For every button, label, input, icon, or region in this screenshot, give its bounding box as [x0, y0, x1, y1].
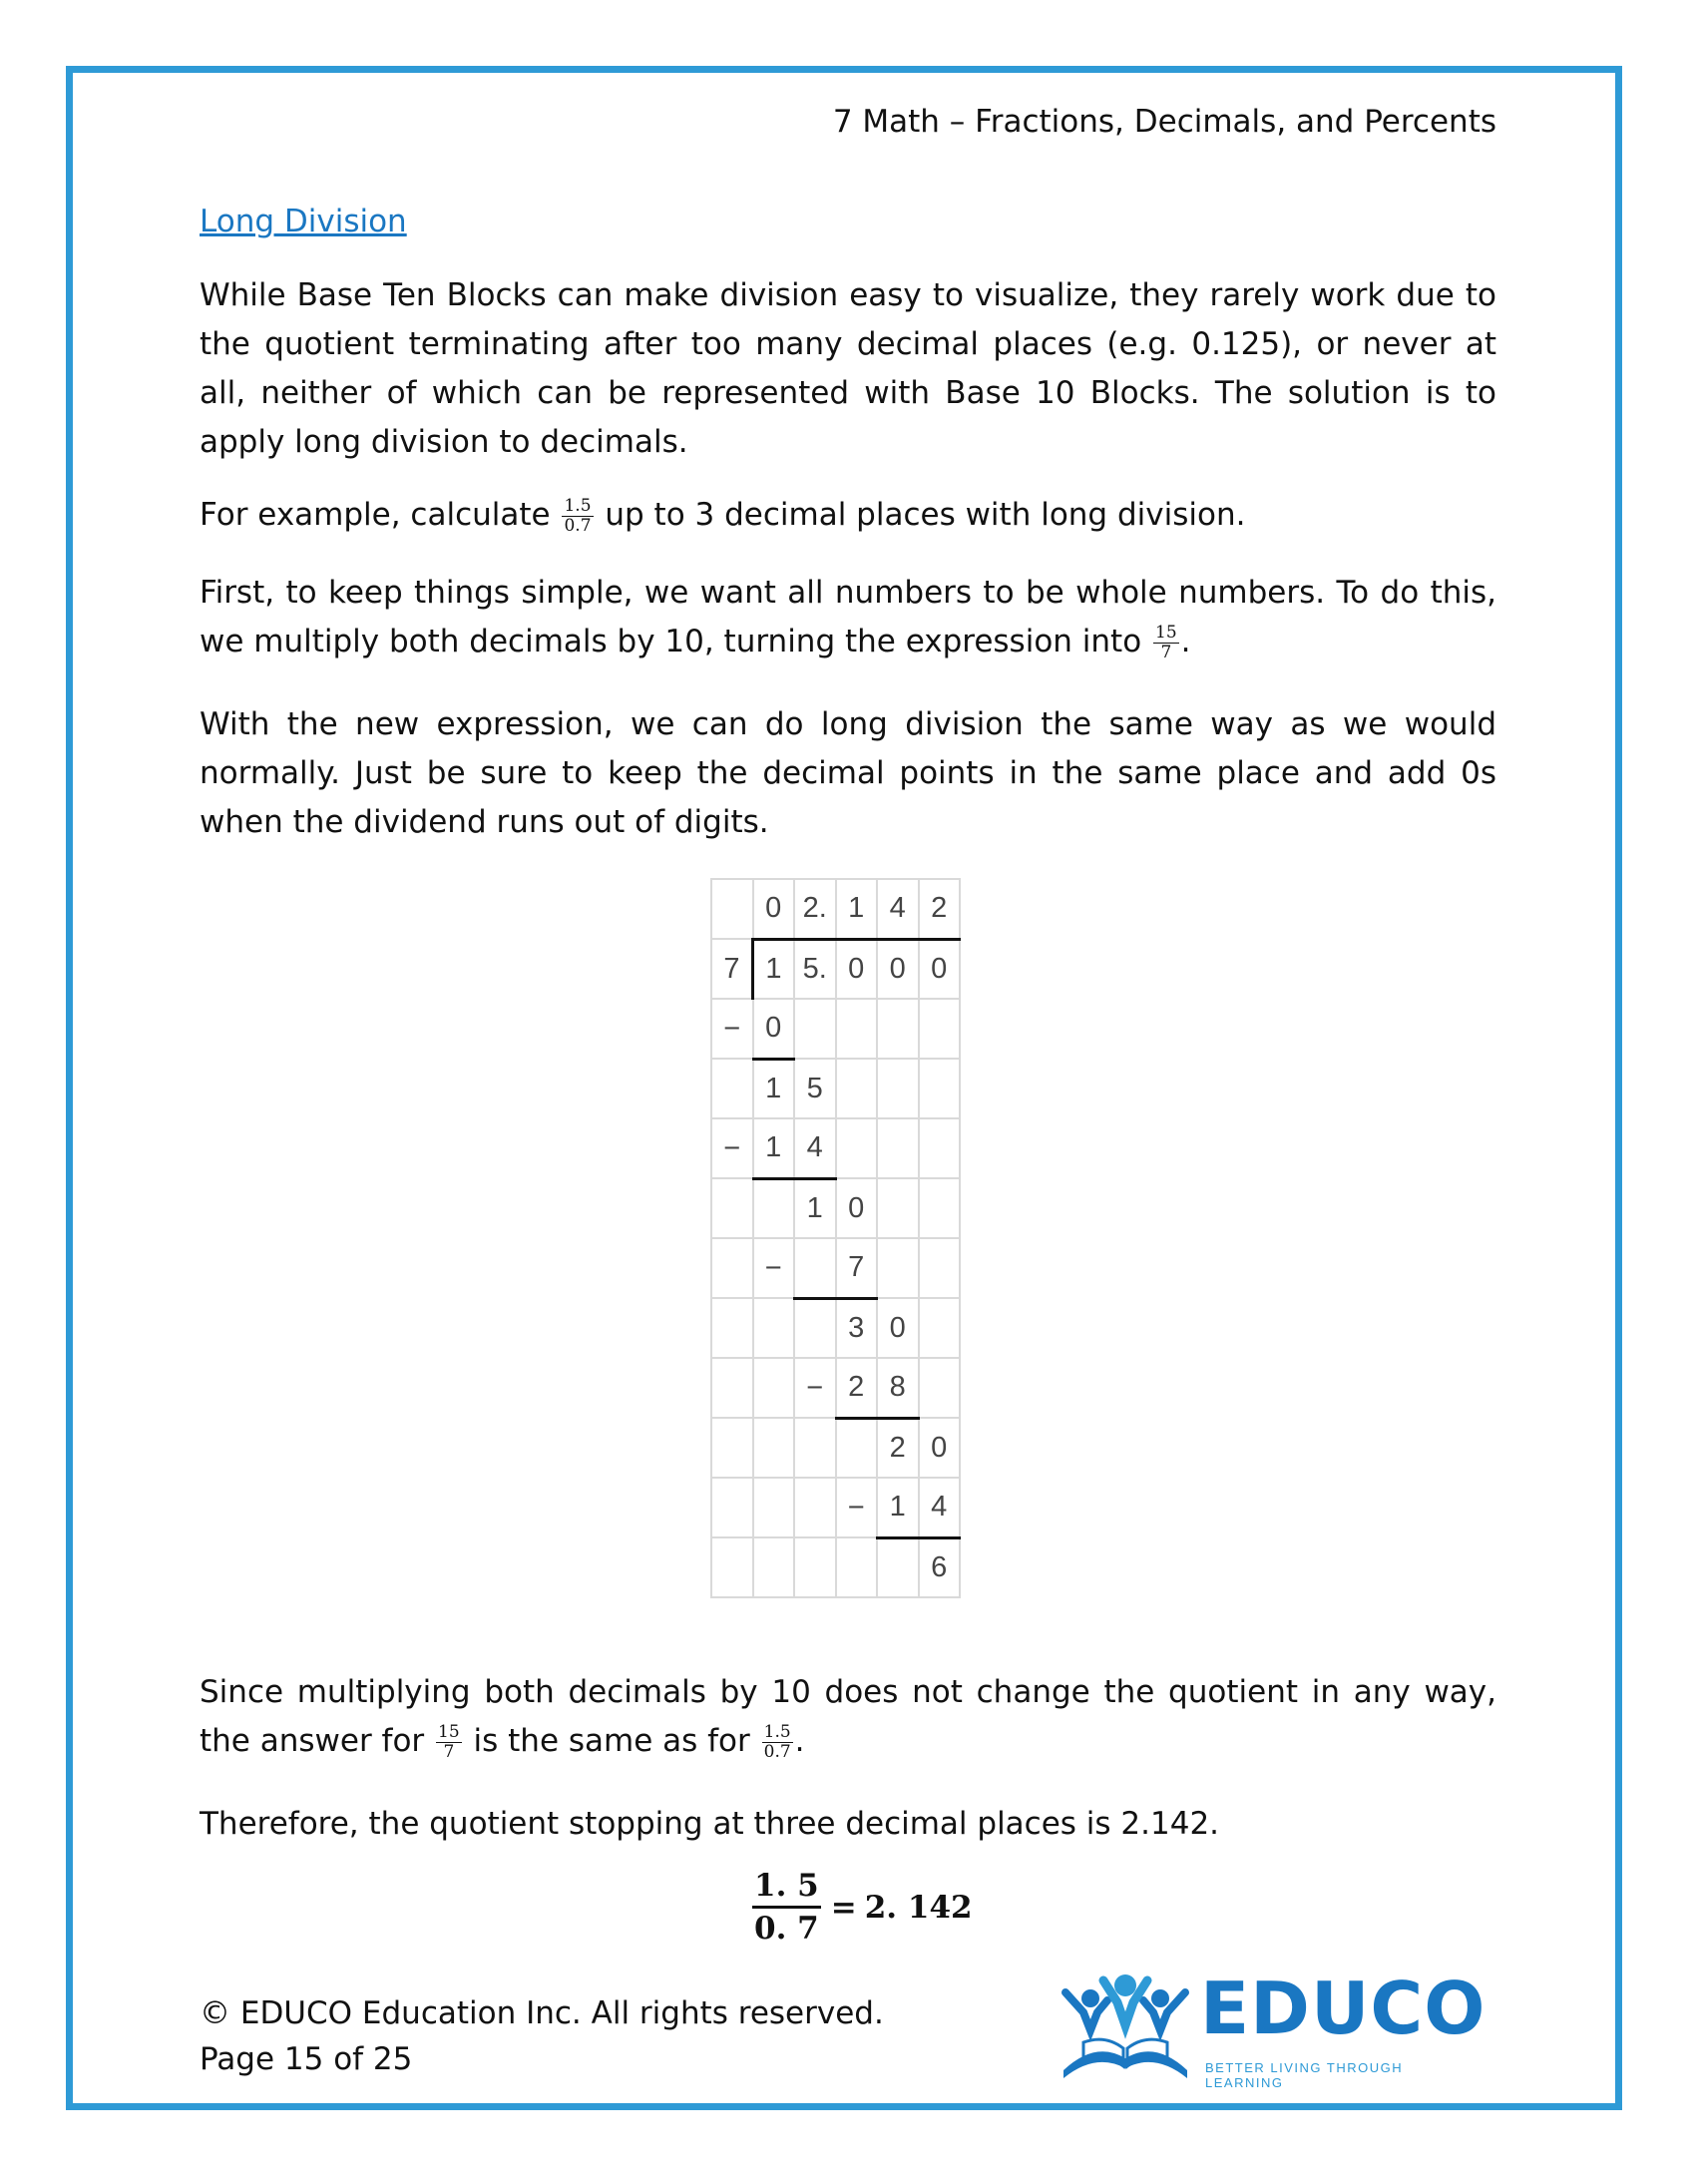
paragraph-text: . [1180, 624, 1191, 659]
fraction-numerator: 15 [438, 1722, 460, 1742]
division-cell: 1 [836, 879, 878, 939]
paragraph-conclusion: Therefore, the quotient stopping at three decimal places is 2.142. [200, 1806, 1220, 1842]
result-denominator: 0. 7 [754, 1911, 819, 1947]
division-cell: 0 [753, 999, 795, 1059]
division-cell [711, 1478, 753, 1537]
division-row [711, 1059, 960, 1118]
division-cell [753, 1418, 795, 1478]
division-row [711, 1478, 960, 1537]
fraction-denominator: 0.7 [564, 516, 592, 536]
division-row [711, 939, 960, 999]
paragraph-example [200, 491, 1496, 540]
division-cell [753, 1178, 795, 1238]
division-cell: − [836, 1478, 878, 1537]
fraction-denominator: 7 [443, 1742, 455, 1762]
division-cell: 2 [877, 1418, 919, 1478]
division-cell [794, 1478, 836, 1537]
educo-logo [1056, 1966, 1486, 2090]
division-cell: 0 [836, 939, 878, 999]
division-cell: 1 [877, 1478, 919, 1537]
division-cell [711, 1178, 753, 1238]
division-cell: 0 [877, 1298, 919, 1358]
division-cell [836, 999, 878, 1059]
division-cell [753, 1537, 795, 1597]
result-value: 2. 142 [864, 1889, 973, 1926]
page-header: 7 Math – Fractions, Decimals, and Percents [832, 104, 1496, 140]
division-cell: 1 [753, 1118, 795, 1178]
division-cell [711, 1537, 753, 1597]
division-cell: 2 [919, 879, 961, 939]
fraction-scaled [1153, 624, 1179, 662]
section-heading: Long Division [200, 204, 407, 239]
result-numerator: 1. 5 [752, 1866, 821, 1909]
division-row [711, 879, 960, 939]
paragraph-simplify [200, 569, 1496, 666]
equals-sign: = [830, 1889, 857, 1926]
division-row [711, 1358, 960, 1418]
division-cell [711, 1238, 753, 1298]
paragraph-intro: While Base Ten Blocks can make division easy to visualize, they rarely work due to the quotient terminating after too many decimal places (e.g. 0.125), or never at all, neither of which can be represented with Base 10 Blocks. The solution is to apply long division to decimals. [200, 277, 1496, 460]
division-row [711, 1298, 960, 1358]
division-cell [919, 1358, 961, 1418]
division-cell [919, 1178, 961, 1238]
division-cell: 4 [919, 1478, 961, 1537]
division-cell [711, 1418, 753, 1478]
logo-tagline: BETTER LIVING THROUGH LEARNING [1205, 2060, 1404, 2090]
division-cell [877, 999, 919, 1059]
division-row [711, 1178, 960, 1238]
division-row [711, 1118, 960, 1178]
division-cell: 0 [919, 1418, 961, 1478]
paragraph-text: . [794, 1723, 805, 1759]
footer-copyright: © EDUCO Education Inc. All rights reserved. [200, 1995, 884, 2031]
fraction-denominator: 7 [1160, 643, 1172, 662]
division-cell [836, 1418, 878, 1478]
division-cell [753, 1358, 795, 1418]
division-cell: 1 [753, 939, 795, 999]
division-cell [877, 1178, 919, 1238]
division-cell: 7 [836, 1238, 878, 1298]
division-cell [836, 1118, 878, 1178]
division-cell [711, 1298, 753, 1358]
division-cell [919, 999, 961, 1059]
division-cell [711, 1059, 753, 1118]
division-cell: 0 [753, 879, 795, 939]
paragraph-text: is the same as for [463, 1723, 760, 1759]
division-cell: 5. [794, 939, 836, 999]
division-cell: − [711, 1118, 753, 1178]
division-cell [919, 1059, 961, 1118]
result-equation [750, 1866, 973, 1949]
division-cell: 0 [877, 939, 919, 999]
long-division-grid [710, 878, 961, 1598]
division-cell [794, 999, 836, 1059]
division-cell: 4 [877, 879, 919, 939]
division-cell [919, 1238, 961, 1298]
division-cell: 6 [919, 1537, 961, 1597]
division-cell [794, 1298, 836, 1358]
division-cell [877, 1118, 919, 1178]
division-cell: 0 [836, 1178, 878, 1238]
fraction-numerator: 1.5 [763, 1722, 791, 1742]
fraction-original [562, 497, 593, 536]
division-cell: − [711, 999, 753, 1059]
division-cell [877, 1238, 919, 1298]
division-cell: − [753, 1238, 795, 1298]
division-cell [877, 1059, 919, 1118]
division-cell [711, 879, 753, 939]
division-cell: 4 [794, 1118, 836, 1178]
division-cell [753, 1478, 795, 1537]
division-cell: 1 [794, 1178, 836, 1238]
division-cell: 2 [836, 1358, 878, 1418]
paragraph-text: For example, calculate [200, 497, 561, 533]
division-cell: 5 [794, 1059, 836, 1118]
result-fraction [752, 1866, 821, 1949]
fraction-numerator: 15 [1155, 623, 1177, 643]
division-cell: 8 [877, 1358, 919, 1418]
logo-wordmark: EDUCO [1200, 1966, 1486, 2050]
division-cell: 3 [836, 1298, 878, 1358]
division-cell [794, 1418, 836, 1478]
paragraph-text: First, to keep things simple, we want all numbers to be whole numbers. To do this, we multiply both decimals by 10, turning the expression into [200, 575, 1496, 659]
paragraph-equivalence [200, 1668, 1496, 1766]
division-row [711, 1418, 960, 1478]
fraction-original [762, 1723, 793, 1762]
division-cell [794, 1238, 836, 1298]
division-cell: 0 [919, 939, 961, 999]
fraction-scaled [436, 1723, 462, 1762]
division-cell [711, 1358, 753, 1418]
division-cell [794, 1537, 836, 1597]
fraction-denominator: 0.7 [763, 1742, 791, 1762]
division-cell [753, 1298, 795, 1358]
division-cell [919, 1298, 961, 1358]
division-cell: 1 [753, 1059, 795, 1118]
division-row [711, 1238, 960, 1298]
fraction-numerator: 1.5 [564, 496, 592, 516]
division-row [711, 1537, 960, 1597]
division-cell: 2. [794, 879, 836, 939]
division-row [711, 999, 960, 1059]
division-cell [836, 1537, 878, 1597]
division-cell [919, 1118, 961, 1178]
division-cell: 7 [711, 939, 753, 999]
paragraph-text: Since multiplying both decimals by 10 does not change the quotient in any way, the answer for [200, 1674, 1496, 1759]
paragraph-text: up to 3 decimal places with long division. [595, 497, 1246, 533]
paragraph-method: With the new expression, we can do long division the same way as we would normally. Just be sure to keep the decimal points in the same place and add 0s when the dividend runs out of digits. [200, 706, 1496, 840]
division-cell: − [794, 1358, 836, 1418]
division-cell [877, 1537, 919, 1597]
logo-people-book-icon [1056, 1970, 1195, 2085]
footer-page-number: Page 15 of 25 [200, 2041, 413, 2077]
division-cell [836, 1059, 878, 1118]
